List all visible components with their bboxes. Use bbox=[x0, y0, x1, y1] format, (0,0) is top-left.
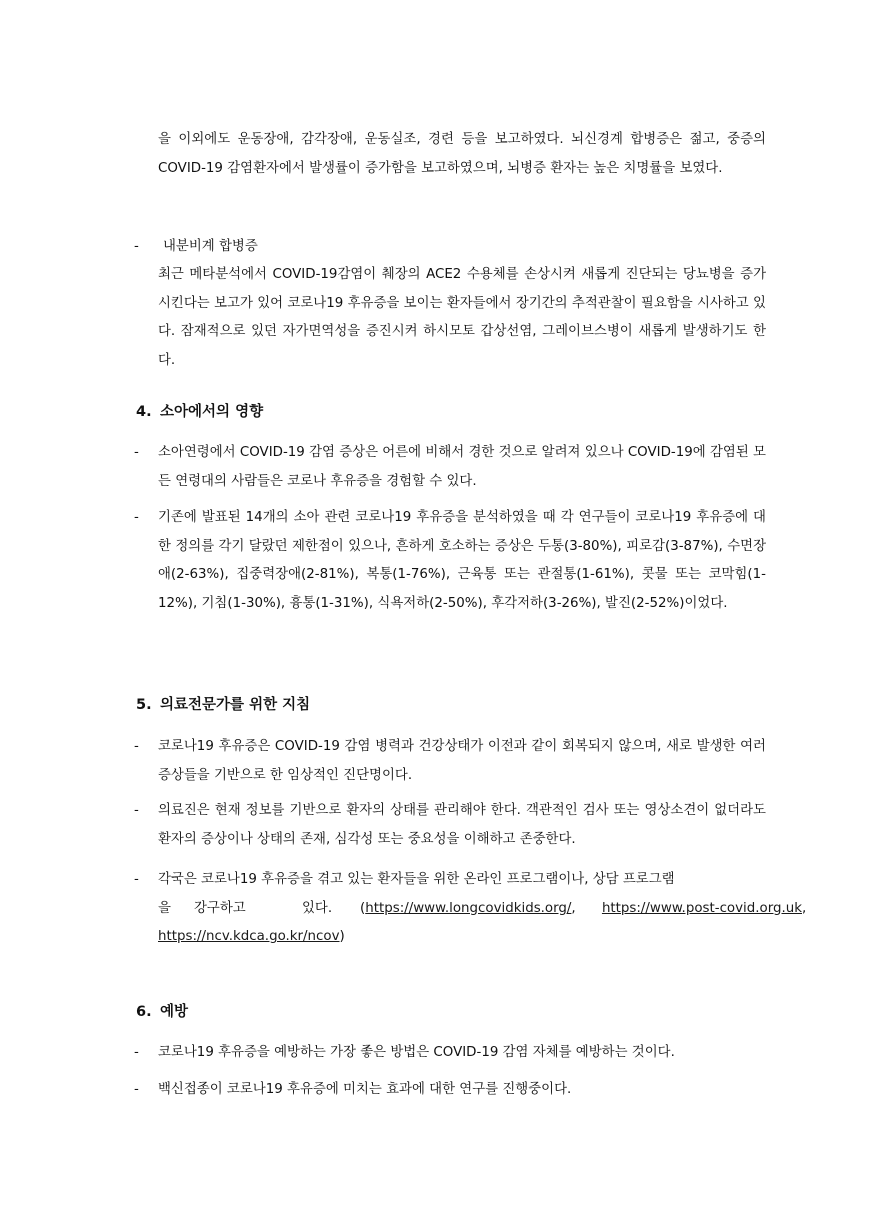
close-paren: ) bbox=[339, 929, 345, 944]
section-5-number: 5. bbox=[136, 697, 152, 713]
section-6-item-1: 코로나19 후유증을 예방하는 가장 좋은 방법은 COVID-19 감염 자체를 예방하는 것이다. bbox=[158, 1045, 675, 1060]
section-6-title: 예방 bbox=[160, 1004, 189, 1020]
bullet-dash: - bbox=[134, 445, 139, 460]
section-5-title: 의료전문가를 위한 지침 bbox=[160, 697, 311, 713]
section-5-item-3 bbox=[158, 866, 807, 952]
section-5-item-3-text: 각국은 코로나19 후유증을 겪고 있는 환자들을 위한 온라인 프로그램이나, 상담 프로그램 bbox=[158, 872, 675, 887]
endocrine-paragraph: 최근 메타분석에서 COVID-19감염이 췌장의 ACE2 수용체를 손상시켜 새롭게 진단되는 당뇨병을 증가시킨다는 보고가 있어 코로나19 후유증을 보이는 환자들에서 장기간의 추적관찰이 필요함을 시사하고 있다. 잠재적으로 있던 자가면역성을 증진시켜 하시모토 갑상선염, 그레이브스병이 새롭게 발생하기도 한다. bbox=[158, 267, 766, 368]
word: 을 bbox=[158, 900, 171, 916]
section-4-heading bbox=[136, 401, 263, 423]
section-4-number: 4. bbox=[136, 404, 152, 420]
section-5-item-2: 의료진은 현재 정보를 기반으로 환자의 상태를 관리해야 한다. 객관적인 검사 또는 영상소견이 없더라도 환자의 증상이나 상태의 존재, 심각성 또는 중요성을 이해하고 존중한다. bbox=[158, 803, 766, 847]
word: 있다. bbox=[302, 900, 333, 916]
section-6-heading bbox=[136, 1001, 188, 1023]
word: 강구하고 bbox=[194, 900, 246, 916]
comma: , bbox=[802, 900, 807, 916]
link-post-covid[interactable]: https://www.post-covid.org.uk bbox=[601, 900, 802, 916]
section-5-item-1: 코로나19 후유증은 COVID-19 감염 병력과 건강상태가 이전과 같이 회복되지 않으며, 새로 발생한 여러 증상들을 기반으로 한 임상적인 진단명이다. bbox=[158, 739, 766, 783]
section-6-item-2: 백신접종이 코로나19 후유증에 미치는 효과에 대한 연구를 진행중이다. bbox=[158, 1082, 572, 1097]
neuro-continuation-paragraph: 을 이외에도 운동장애, 감각장애, 운동실조, 경련 등을 보고하였다. 뇌신경계 합병증은 젊고, 중증의 COVID-19 감염환자에서 발생률이 증가함을 보고하였으며, 뇌병증 환자는 높은 치명률을 보였다. bbox=[158, 132, 766, 176]
link-longcovidkids[interactable]: https://www.longcovidkids.org/ bbox=[365, 900, 572, 916]
section-4-item-1: 소아연령에서 COVID-19 감염 증상은 어른에 비해서 경한 것으로 알려져 있으나 COVID-19에 감염된 모든 연령대의 사람들은 코로나 후유증을 경험할 수 있다. bbox=[158, 445, 766, 489]
bullet-dash: - bbox=[134, 1045, 139, 1060]
bullet-dash: - bbox=[134, 803, 139, 818]
link-kdca-ncov[interactable]: https://ncv.kdca.go.kr/ncov bbox=[158, 929, 340, 944]
section-6-number: 6. bbox=[136, 1004, 152, 1020]
section-4-item-2: 기존에 발표된 14개의 소아 관련 코로나19 후유증을 분석하였을 때 각 연구들이 코로나19 후유증에 대한 정의를 각기 달랐던 제한점이 있으나, 흔하게 호소하는 증상은 두통(3-80%), 피로감(3-87%), 수면장애(2-63%), 집중력장애(2-81%), 복통(1-76%), 근육통 또는 관절통(1-61%), 콧물 또는 코막힘(1-12%), 기침(1-30%), 흉통(1-31%), 식욕저하(2-50%), 후각저하(3-26%), 발진(2-52%)이었다. bbox=[158, 510, 766, 611]
bullet-dash: - bbox=[134, 510, 139, 525]
bullet-dash: - bbox=[134, 872, 139, 887]
bullet-dash: - bbox=[134, 739, 139, 754]
section-5-heading bbox=[136, 694, 310, 716]
bullet-dash: - bbox=[134, 1082, 139, 1097]
section-5-item-3-link-row-2 bbox=[158, 923, 766, 952]
bullet-dash: - bbox=[134, 239, 139, 254]
endocrine-subtitle: 내분비계 합병증 bbox=[163, 239, 258, 254]
comma: , bbox=[571, 900, 576, 916]
section-5-item-3-links-row bbox=[158, 895, 807, 924]
section-4-title: 소아에서의 영향 bbox=[160, 404, 264, 420]
open-paren: ( bbox=[360, 900, 366, 916]
